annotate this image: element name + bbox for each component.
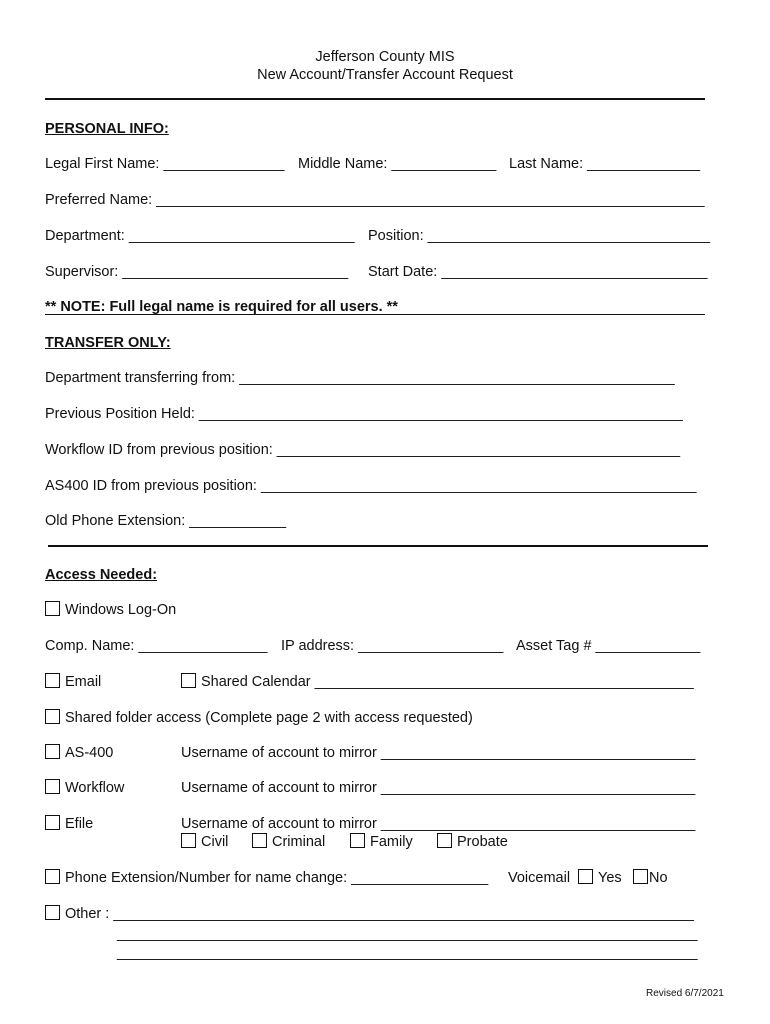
- legal-name-note: ** NOTE: Full legal name is required for all users. **: [45, 299, 398, 315]
- shared-calendar-option[interactable]: [181, 673, 694, 691]
- preferred-name-field[interactable]: Preferred Name: ____________________________________________________________________: [45, 192, 705, 208]
- voicemail-yes-checkbox[interactable]: [578, 869, 593, 884]
- revised-date: Revised 6/7/2021: [646, 988, 724, 999]
- as400-option[interactable]: [45, 744, 113, 762]
- civil-label: Civil: [201, 834, 229, 850]
- voicemail-no-label: No: [649, 870, 668, 886]
- other-line-2[interactable]: ________________________________________________________________________: [117, 926, 698, 942]
- old-phone-extension-field[interactable]: Old Phone Extension: ____________: [45, 513, 287, 529]
- windows-logon-label: Windows Log-On: [65, 602, 177, 618]
- email-checkbox[interactable]: [45, 673, 60, 688]
- other-line-3[interactable]: ________________________________________________________________________: [117, 945, 698, 961]
- form-title: New Account/Transfer Account Request: [257, 67, 513, 83]
- transfer-divider: [48, 545, 708, 547]
- note-divider: [45, 314, 705, 315]
- position-field[interactable]: Position: ___________________________________: [368, 228, 710, 244]
- supervisor-field[interactable]: Supervisor: ____________________________: [45, 264, 349, 280]
- email-label: Email: [65, 674, 102, 690]
- efile-option[interactable]: [45, 815, 93, 833]
- civil-checkbox[interactable]: [181, 833, 196, 848]
- workflow-label: Workflow: [65, 780, 125, 796]
- other-field[interactable]: Other : ________________________________________________________________________: [65, 906, 694, 922]
- efile-checkbox[interactable]: [45, 815, 60, 830]
- shared-calendar-line[interactable]: _______________________________________________: [314, 674, 694, 690]
- efile-label: Efile: [65, 816, 94, 832]
- efile-mirror-field[interactable]: Username of account to mirror _______________________________________: [181, 816, 696, 832]
- criminal-label: Criminal: [272, 834, 326, 850]
- middle-name-field[interactable]: Middle Name: _____________: [298, 156, 497, 172]
- shared-folder-option[interactable]: [45, 709, 473, 727]
- first-name-field[interactable]: Legal First Name: _______________: [45, 156, 285, 172]
- criminal-option[interactable]: [252, 833, 325, 851]
- shared-folder-checkbox[interactable]: [45, 709, 60, 724]
- voicemail-no-checkbox[interactable]: [633, 869, 648, 884]
- workflow-checkbox[interactable]: [45, 779, 60, 794]
- as400-id-field[interactable]: AS400 ID from previous position: ______________________________________________________: [45, 478, 697, 494]
- phone-extension-label: Phone Extension/Number for name change: _________________: [65, 870, 489, 886]
- personal-info-heading: PERSONAL INFO:: [45, 121, 169, 137]
- workflow-id-field[interactable]: Workflow ID from previous position: __________________________________________________: [45, 442, 681, 458]
- voicemail-yes-option[interactable]: [578, 869, 622, 887]
- shared-folder-label: Shared folder access (Complete page 2 with access requested): [65, 710, 473, 726]
- email-option[interactable]: [45, 673, 101, 691]
- start-date-field[interactable]: Start Date: _________________________________: [368, 264, 708, 280]
- phone-extension-option[interactable]: [45, 869, 488, 887]
- as400-checkbox[interactable]: [45, 744, 60, 759]
- shared-calendar-label: Shared Calendar: [201, 674, 311, 690]
- probate-label: Probate: [457, 834, 508, 850]
- workflow-mirror-field[interactable]: Username of account to mirror _______________________________________: [181, 780, 696, 796]
- phone-extension-checkbox[interactable]: [45, 869, 60, 884]
- voicemail-yes-label: Yes: [598, 870, 622, 886]
- header-divider: [45, 98, 705, 100]
- workflow-option[interactable]: [45, 779, 124, 797]
- family-option[interactable]: [350, 833, 413, 851]
- civil-option[interactable]: [181, 833, 228, 851]
- access-needed-heading: Access Needed:: [45, 567, 158, 583]
- family-label: Family: [370, 834, 413, 850]
- comp-name-field[interactable]: Comp. Name: ________________: [45, 638, 268, 654]
- dept-transferring-from-field[interactable]: Department transferring from: ______________________________________________________: [45, 370, 675, 386]
- department-field[interactable]: Department: ____________________________: [45, 228, 355, 244]
- form-org-title: Jefferson County MIS: [315, 49, 455, 65]
- voicemail-label: Voicemail: [508, 870, 571, 886]
- as400-mirror-field[interactable]: Username of account to mirror _______________________________________: [181, 745, 696, 761]
- as400-label: AS-400: [65, 745, 114, 761]
- voicemail-no-option[interactable]: [633, 869, 668, 887]
- ip-address-field[interactable]: IP address: __________________: [281, 638, 504, 654]
- other-option[interactable]: [45, 905, 694, 923]
- windows-logon-checkbox[interactable]: [45, 601, 60, 616]
- asset-tag-field[interactable]: Asset Tag # _____________: [516, 638, 701, 654]
- probate-option[interactable]: [437, 833, 508, 851]
- family-checkbox[interactable]: [350, 833, 365, 848]
- windows-logon-option[interactable]: [45, 601, 176, 619]
- shared-calendar-checkbox[interactable]: [181, 673, 196, 688]
- criminal-checkbox[interactable]: [252, 833, 267, 848]
- other-checkbox[interactable]: [45, 905, 60, 920]
- probate-checkbox[interactable]: [437, 833, 452, 848]
- transfer-only-heading: TRANSFER ONLY:: [45, 335, 171, 351]
- last-name-field[interactable]: Last Name: ______________: [509, 156, 701, 172]
- previous-position-field[interactable]: Previous Position Held: ____________________________________________________________: [45, 406, 683, 422]
